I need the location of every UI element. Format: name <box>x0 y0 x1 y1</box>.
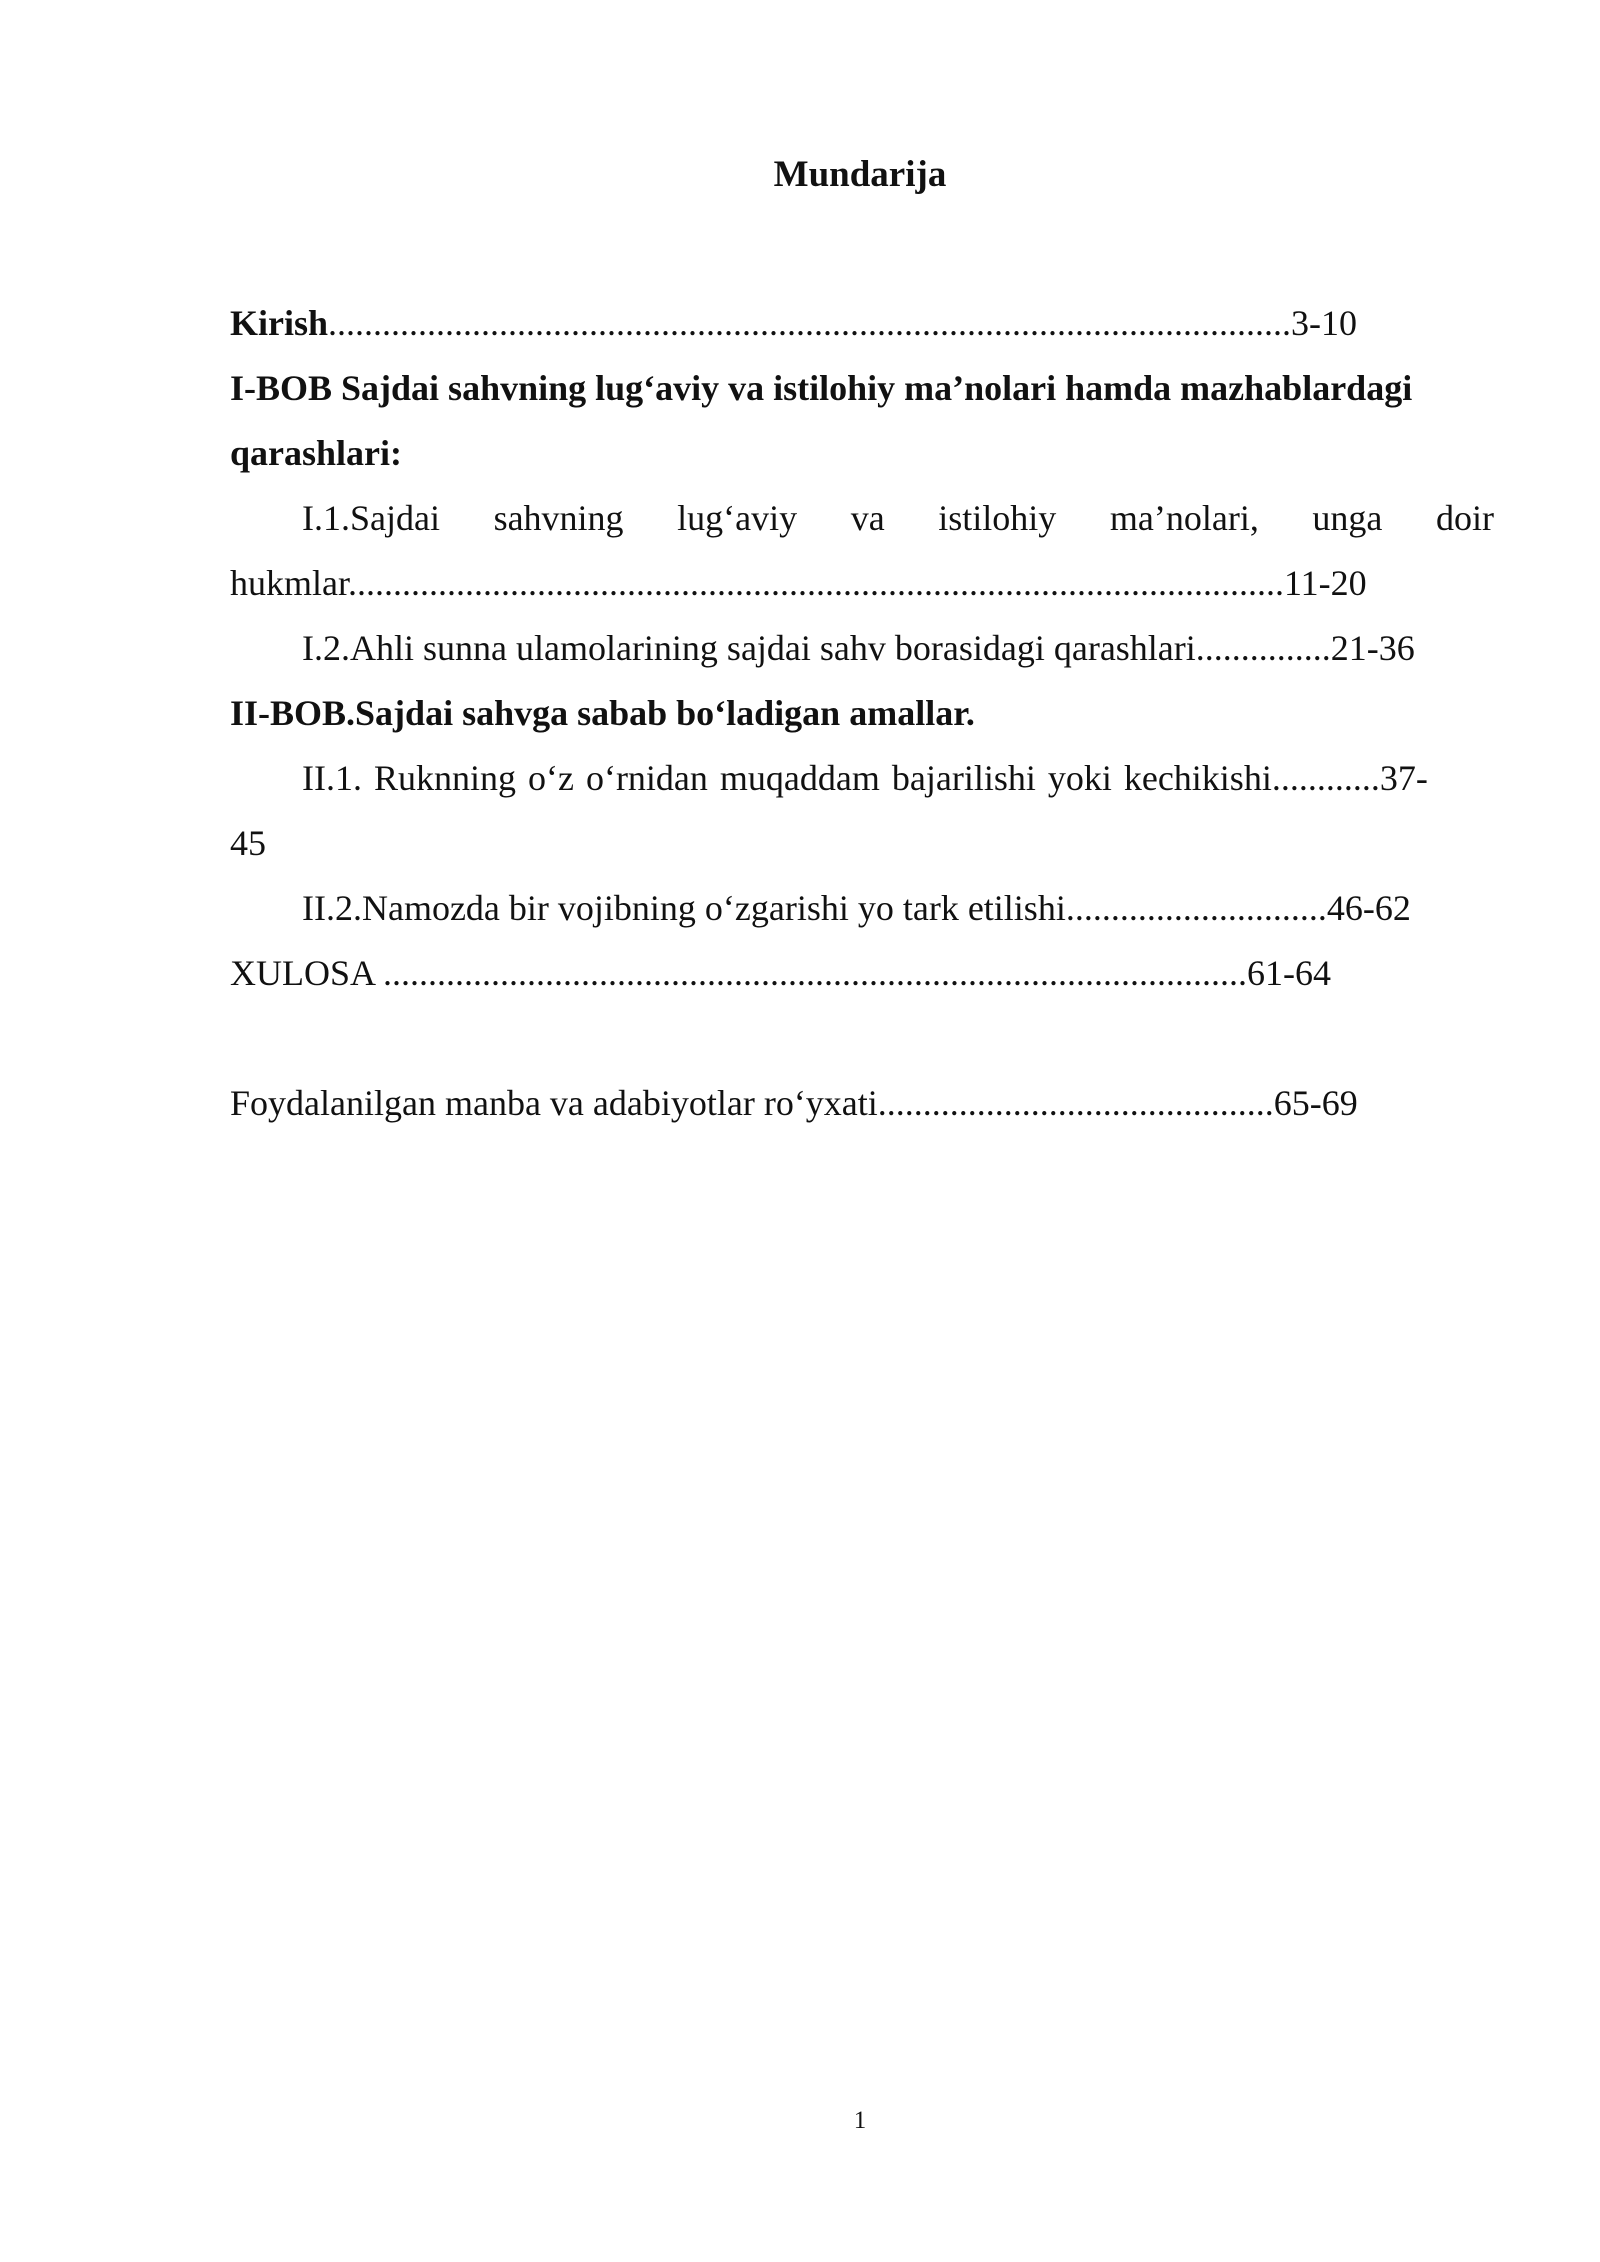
toc-pages: 46-62 <box>1326 888 1411 928</box>
toc-label: II.1. Ruknning o‘z o‘rnidan muqaddam bajarilishi yoki kechikishi <box>302 758 1272 798</box>
toc-leader: ................................................................................................ <box>383 953 1248 993</box>
toc-section-2-1-line-1 <box>230 746 1494 811</box>
toc-word: ma’nolari, <box>1109 498 1259 538</box>
toc-section-1-1-line-2 <box>230 551 1494 616</box>
toc-chapter-1-line-2: qarashlari: <box>230 433 403 473</box>
toc-chapter-1-line-1: I-BOB Sajdai sahvning lug‘aviy va istilohiy ma’nolari hamda mazhablardagi <box>230 368 1413 408</box>
toc-word: sahvning <box>493 498 624 538</box>
toc-section-2-2 <box>230 876 1494 941</box>
page-title: Mundarija <box>773 154 947 195</box>
toc-section-1-1-line-1 <box>230 486 1494 551</box>
toc-pages: 11-20 <box>1283 563 1367 603</box>
toc-entry-xulosa <box>230 941 1494 1006</box>
toc-leader: ........................................................................................................... <box>328 303 1292 343</box>
toc-word: istilohiy <box>938 498 1057 538</box>
toc-label: Kirish <box>230 303 329 343</box>
toc-leader: ............................. <box>1065 888 1327 928</box>
toc-pages: 65-69 <box>1273 1083 1358 1123</box>
toc-word: lug‘aviy <box>677 498 798 538</box>
toc-pages: 3-10 <box>1291 303 1358 343</box>
toc-entry-references <box>230 1071 1494 1136</box>
toc-label: Foydalanilgan manba va adabiyotlar ro‘yxati <box>230 1083 878 1123</box>
toc-section-2-1-line-2 <box>230 811 1494 876</box>
toc-leader: ........................................................................................................ <box>347 563 1284 603</box>
blank-line <box>230 1006 1494 1071</box>
toc-word: doir <box>1435 498 1494 538</box>
page-number: 1 <box>853 2107 867 2134</box>
toc-leader: ............................................ <box>877 1083 1274 1123</box>
toc-leader: ............... <box>1195 628 1331 668</box>
toc-pages: 21-36 <box>1330 628 1415 668</box>
toc-word: unga <box>1312 498 1383 538</box>
toc-section-1-2 <box>230 616 1494 681</box>
table-of-contents <box>230 291 1494 1136</box>
toc-word: va <box>850 498 885 538</box>
toc-entry-kirish <box>230 291 1494 356</box>
toc-label: hukmlar <box>230 563 348 603</box>
toc-leader: ............ <box>1271 758 1380 798</box>
toc-label: II.2.Namozda bir vojibning o‘zgarishi yo tark etilishi <box>302 888 1066 928</box>
toc-label: XULOSA <box>230 953 384 993</box>
toc-chapter-2: II-BOB.Sajdai sahvga sabab bo‘ladigan amallar. <box>230 693 975 733</box>
toc-word: I.1.Sajdai <box>302 498 440 538</box>
toc-pages: 45 <box>230 823 266 863</box>
toc-pages: 37- <box>1379 758 1428 798</box>
toc-label: I.2.Ahli sunna ulamolarining sajdai sahv borasidagi qarashlari <box>302 628 1196 668</box>
toc-pages: 61-64 <box>1247 953 1332 993</box>
